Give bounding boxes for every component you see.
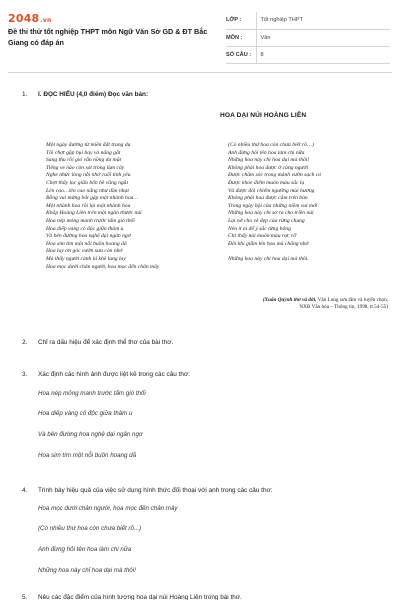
info-key: MÔN :: [226, 29, 256, 46]
poem-line: Và được đôi chiếm ngưỡng mùi hương: [228, 187, 315, 194]
poem-line: Những hoa này chỉ hoa dại mà thôi!: [228, 157, 310, 164]
info-row-subject: [226, 29, 390, 46]
poem-line: Nghe nhức lòng nỗi nhớ cuối tình yêu: [46, 172, 131, 179]
exam-info-table: [226, 12, 390, 64]
section-heading: [38, 91, 148, 98]
poem-line: (Có nhiều thứ hoa còn chưa biết rõ…): [228, 142, 314, 148]
section-heading-text: I. ĐỌC HIỂU (4,0 điểm) Đọc văn bản:: [38, 91, 149, 98]
question-text: Chỉ ra dấu hiệu để xác định thể thơ của bài thơ.: [38, 339, 174, 346]
poem-line: Những hoa này chỉ sơ ra cho triền núi: [228, 210, 314, 217]
poem-line: Chợt thấy lạc giữa bốn bề vắng ngắt: [46, 179, 129, 186]
poem-line: Đôi khi giẫm lên hoa mà chẳng nhớ: [228, 240, 309, 247]
logo-text: 2048: [8, 12, 40, 25]
question-text: Xác định các hình ảnh được liệt kê trong các câu thơ:: [38, 371, 190, 378]
poem-line: Không phải hoa được ở cùng người: [228, 164, 309, 171]
poem-line: Tiếng ve nào còn sót trong lùm cây: [46, 164, 125, 171]
poem-line: Một ngày đường từ miền đất trung du: [46, 142, 131, 148]
question-number: 3.: [22, 371, 28, 378]
quoted-line: Hoa mọc dưới chân người, hoa mọc đến chân mây: [38, 505, 178, 512]
poem-title: HOA DẠI NÚI HOÀNG LIÊN: [220, 112, 307, 119]
poem-line: Lại nở cho vẻ đẹp của rừng chung: [228, 217, 305, 224]
question-text: Nêu các đặc điểm của hình tượng hoa dại núi Hoàng Liên trong bài thơ.: [38, 594, 242, 600]
poem-line: Hoa lay ơn góc vườn xưa còn nhớ: [46, 248, 123, 255]
quoted-line: Anh đừng hỏi tên hoa làm chi nữa: [38, 546, 132, 553]
quoted-line: (Có nhiều thứ hoa còn chưa biết rõ...): [38, 525, 142, 532]
source-book: (Xuân Quỳnh thơ và đời,: [262, 297, 317, 303]
poem-line: Anh đừng hỏi tên hoa làm chi nữa: [228, 149, 305, 156]
info-row-count: [226, 46, 390, 63]
question-text: Trình bày hiệu quả của việc sử dụng hình thức đối thoại với anh trong các câu thơ:: [38, 487, 273, 494]
poem-line: Được khoe điểm muôn màu sắc lạ: [228, 179, 305, 186]
poem-line: Lên cao…lên cao nắng như dần nhạt: [46, 187, 129, 194]
poem-line: Tôi chợt gặp bụi bay và nắng gắt: [46, 149, 121, 156]
page-header: [0, 0, 400, 66]
quoted-line: Hoa diếp vàng cỏ độc giữa thâm u: [38, 410, 133, 417]
info-value: 8: [256, 46, 390, 63]
info-value: Tốt nghiệp THPT: [256, 12, 390, 29]
poem-line: Hoa nép mỏng manh trước tấm gió thổi: [46, 217, 135, 224]
poem-line: Một nhành hoa rồi lại một nhành hoa: [46, 202, 131, 209]
poem-right-column: [228, 142, 378, 264]
question-number: 4.: [22, 487, 28, 494]
question-number: 5.: [22, 594, 28, 600]
poem-line: [228, 248, 378, 256]
question-number: 2.: [22, 339, 28, 346]
poem-line: Không phải hoa được cắm trên bàn: [228, 195, 308, 202]
logo-suffix: .vn: [40, 17, 52, 24]
info-value: Văn: [256, 29, 390, 46]
info-key: SỐ CÂU :: [226, 46, 256, 63]
poem-line: Sang thu rồi gió vẫn nồng da mặt: [46, 157, 122, 164]
poem-line: Những hoa này chỉ hoa dại mà thôi.: [228, 255, 309, 262]
poem-line: Hoa sim tím một nỗi buồn hoang dã: [46, 240, 127, 247]
poem-line: Mà thấy người cành lá khẽ lung lay: [46, 255, 126, 262]
poem-line: Hoa mọc dưới chân người, hoa mọc đến chân mây: [46, 263, 160, 270]
poem-line: Hoa diếp vàng cỏ độc giữa thâm u: [46, 225, 124, 232]
exam-title: Đề thi thử tốt nghiệp THPT môn Ngữ Văn Sở GD & ĐT Bắc Giang có đáp án: [8, 27, 208, 47]
poem-line: Trong ngày hội của những niềm vui mới: [228, 202, 318, 209]
poem-line: Chỉ thấy núi muôn màu rực rỡ: [228, 233, 297, 240]
quoted-line: Hoa sim tím một nỗi buồn hoang dã: [38, 452, 137, 459]
poem-line: Và bên đường hoa nghệ dại ngân ngơ: [46, 233, 131, 240]
quoted-line: Và bên đường hoa nghệ dại ngân ngơ: [38, 431, 143, 438]
header-divider: [8, 72, 392, 73]
question-number: 1.: [22, 91, 28, 98]
poem-line: Khắp Hoàng Liên trên một ngàn thước núi: [46, 210, 142, 217]
info-key: LỚP :: [226, 12, 256, 29]
poem-line: Bỗng vui mừng bắt gặp một nhành hoa…: [46, 195, 139, 202]
source-publisher: NXB Văn hóa – Thông tin, 1998, tr.54-55): [299, 304, 388, 311]
poem-source: [188, 297, 388, 312]
poem-left-column: [46, 142, 196, 271]
source-editor: Vân Long sưu tầm và tuyển chọn,: [316, 297, 388, 303]
site-logo[interactable]: [8, 12, 51, 25]
poem-line: Được chăm sóc trong mảnh vườn sạch cỏ: [228, 172, 322, 179]
quoted-line: Hoa nép mỏng manh trước tấm gió thổi: [38, 390, 146, 397]
poem-line: Nên ít ai để ý sắc từng bông: [228, 225, 291, 232]
quoted-line: Những hoa này chỉ hoa dại mà thôi!: [38, 567, 136, 574]
info-row-class: [226, 12, 390, 29]
